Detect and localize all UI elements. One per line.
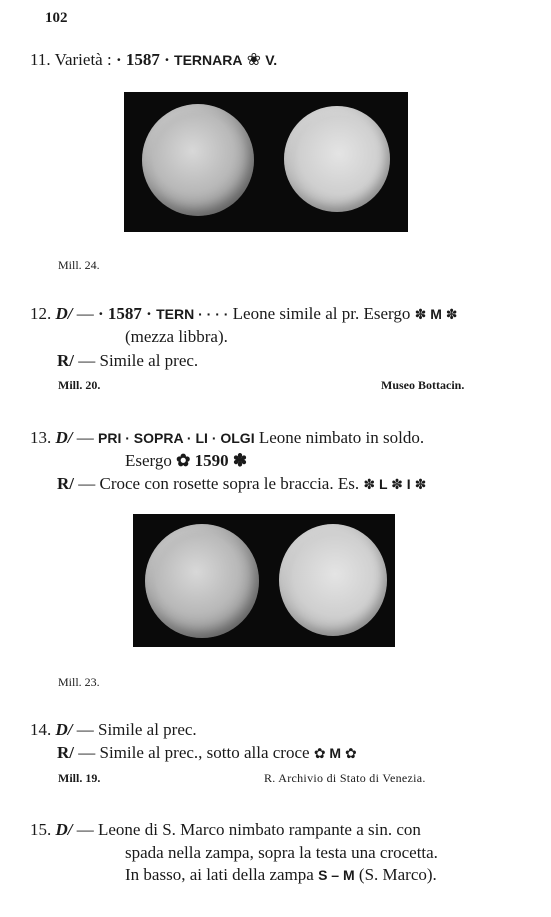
source-label: Museo Bottacin. bbox=[381, 378, 465, 392]
coin-obverse bbox=[145, 524, 259, 638]
reverse-mark: R/ bbox=[57, 474, 74, 493]
exergue: ✽ M ✽ bbox=[414, 306, 458, 322]
coin-photo-11 bbox=[124, 92, 408, 232]
coin-reverse bbox=[279, 524, 387, 636]
entry-11-heading bbox=[30, 50, 277, 70]
description: — Leone di S. Marco nimbato rampante a sin. con bbox=[76, 820, 421, 839]
legend-text: TERN · · · · bbox=[156, 306, 229, 322]
legend-tail: V. bbox=[265, 52, 278, 68]
coin-obverse bbox=[142, 104, 254, 216]
reverse-text: — Simile al prec., sotto alla croce bbox=[78, 743, 310, 762]
obverse-mark: D/ bbox=[55, 304, 73, 323]
entry-14-obverse bbox=[30, 720, 197, 740]
entry-number: 11. bbox=[30, 50, 51, 69]
exergue: ✽ L ✽ I ✽ bbox=[363, 476, 427, 492]
reverse-mark: R/ bbox=[57, 743, 74, 762]
reverse-text: — Croce con rosette sopra le braccia. Es. bbox=[78, 474, 360, 493]
legend-text: TERNARA bbox=[174, 52, 243, 68]
legend-date: · 1587 · bbox=[115, 50, 170, 69]
legend-date: · 1587 · bbox=[98, 304, 152, 323]
page-number: 102 bbox=[45, 10, 68, 26]
description: Leone simile al pr. Esergo bbox=[232, 304, 411, 323]
entry-12-obverse bbox=[30, 304, 458, 324]
entry-13-line2 bbox=[125, 451, 247, 471]
entry-12-reverse bbox=[57, 351, 198, 371]
obverse-mark: D/ bbox=[55, 820, 73, 839]
rosette-icon: ❀ bbox=[246, 50, 261, 69]
obverse-mark: D/ bbox=[55, 428, 73, 447]
reverse-text: — Simile al prec. bbox=[78, 351, 199, 370]
entry-12-line2: (mezza libbra). bbox=[125, 327, 228, 346]
mill-label: Mill. 23. bbox=[58, 675, 100, 689]
letters: S – M bbox=[318, 867, 355, 883]
exergue: ✿ M ✿ bbox=[313, 745, 357, 761]
mill-label: Mill. 24. bbox=[58, 258, 100, 272]
entry-number: 13. bbox=[30, 428, 52, 447]
entry-number: 14. bbox=[30, 720, 52, 739]
coin-photo-13 bbox=[133, 514, 395, 647]
entry-15-line2: spada nella zampa, sopra la testa una crocetta. bbox=[125, 843, 438, 862]
entry-14-reverse bbox=[57, 743, 357, 763]
entry-15-line1 bbox=[30, 820, 421, 840]
dash: — bbox=[76, 428, 94, 447]
exergue-label: Esergo bbox=[125, 451, 172, 470]
mill-label: Mill. 19. bbox=[58, 771, 101, 785]
entry-number: 12. bbox=[30, 304, 52, 323]
coin-reverse bbox=[284, 106, 390, 212]
obverse-text: — Simile al prec. bbox=[76, 720, 197, 739]
source-label: R. Archivio di Stato di Venezia. bbox=[264, 771, 426, 785]
entry-15-line3 bbox=[125, 865, 437, 885]
obverse-mark: D/ bbox=[55, 720, 73, 739]
mill-label: Mill. 20. bbox=[58, 378, 101, 392]
legend-text: PRI · SOPRA · LI · OLGI bbox=[98, 430, 255, 446]
dash: — bbox=[76, 304, 94, 323]
description-tail: (S. Marco). bbox=[358, 865, 437, 884]
description: In basso, ai lati della zampa bbox=[125, 865, 314, 884]
entry-13-reverse bbox=[57, 474, 426, 494]
variety-label: Varietà : bbox=[54, 50, 112, 69]
entry-number: 15. bbox=[30, 820, 52, 839]
entry-13-obverse bbox=[30, 428, 424, 448]
reverse-mark: R/ bbox=[57, 351, 74, 370]
description: Leone nimbato in soldo. bbox=[258, 428, 425, 447]
exergue: ✿ 1590 ✽ bbox=[176, 451, 248, 470]
